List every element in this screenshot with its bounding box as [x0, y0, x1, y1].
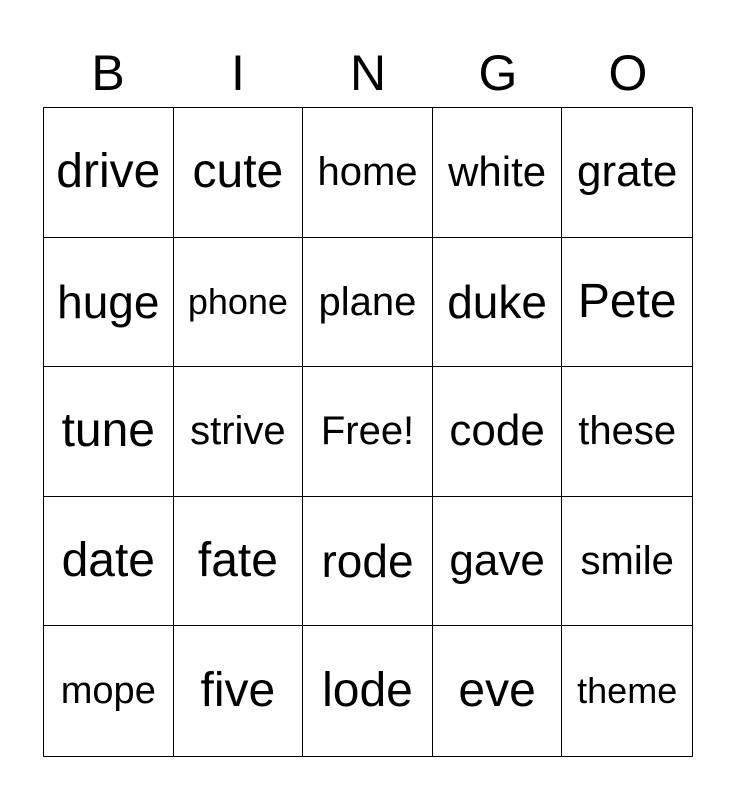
bingo-cell[interactable]: home [303, 108, 433, 238]
header-letter-o: O [608, 45, 648, 101]
bingo-cell[interactable]: cute [174, 108, 304, 238]
bingo-board [43, 107, 693, 757]
bingo-cell[interactable]: gave [433, 497, 563, 627]
bingo-cell[interactable]: lode [303, 626, 433, 756]
bingo-cell[interactable]: five [174, 626, 304, 756]
bingo-cell[interactable]: rode [303, 497, 433, 627]
bingo-cell[interactable]: strive [174, 367, 304, 497]
bingo-cell[interactable]: code [433, 367, 563, 497]
bingo-cell[interactable]: huge [44, 238, 174, 368]
bingo-cell[interactable]: smile [562, 497, 692, 627]
bingo-header [43, 40, 693, 106]
bingo-cell[interactable]: eve [433, 626, 563, 756]
bingo-cell[interactable]: duke [433, 238, 563, 368]
bingo-cell[interactable]: plane [303, 238, 433, 368]
header-letter-n: N [349, 45, 387, 101]
bingo-cell[interactable]: grate [562, 108, 692, 238]
bingo-cell[interactable]: these [562, 367, 692, 497]
bingo-cell[interactable]: tune [44, 367, 174, 497]
bingo-cell[interactable]: fate [174, 497, 304, 627]
bingo-cell[interactable]: theme [577, 670, 678, 712]
bingo-cell[interactable]: white [433, 108, 563, 238]
free-space-cell[interactable]: Free! [303, 367, 433, 497]
header-letter-b: B [91, 45, 125, 101]
bingo-cell[interactable]: mope [44, 626, 174, 756]
bingo-cell[interactable]: drive [44, 108, 174, 238]
bingo-cell[interactable]: Pete [562, 238, 692, 368]
header-letter-g: G [478, 45, 518, 101]
bingo-cell[interactable]: date [44, 497, 174, 627]
header-letter-i: I [231, 45, 245, 101]
bingo-cell[interactable]: phone [174, 238, 304, 368]
